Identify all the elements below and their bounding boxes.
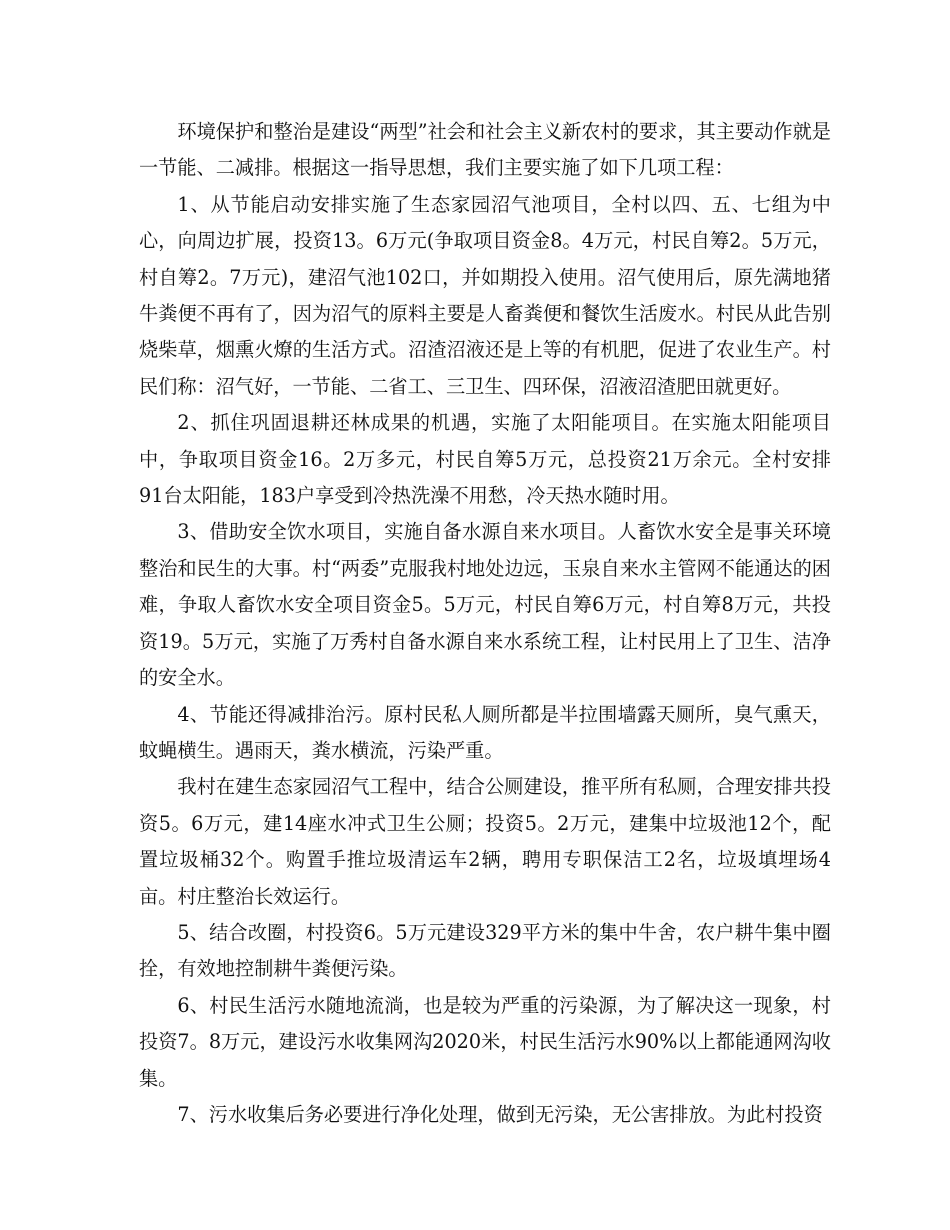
solar-project-paragraph: 2、抓住巩固退耕还林成果的机遇，实施了太阳能项目。在实施太阳能项目中，争取项目资金16。2万多元，村民自筹5万元，总投资21万余元。全村安排91台太阳能，183户享受到冷热洗澡不用愁，冷天热水随时用。 xyxy=(139,411,831,508)
cattle-pen-paragraph: 5、结合改圈，村投资6。5万元建设329平方米的集中牛舍，农户耕牛集中圈拴，有效地控制耕牛粪便污染。 xyxy=(139,920,831,981)
sewage-treatment-paragraph: 7、污水收集后务必要进行净化处理，做到无污染，无公害排放。为此村投资 xyxy=(177,1102,823,1126)
emission-reduction-paragraph: 4、节能还得减排治污。原村民私人厕所都是半拉围墙露天厕所，臭气熏天，蚊蝇横生。遇雨天，粪水横流，污染严重。 xyxy=(139,702,831,762)
water-supply-paragraph: 3、借助安全饮水项目，实施自备水源自来水项目。人畜饮水安全是事关环境整治和民生的大事。村“两委”克服我村地处边远，玉泉自来水主管网不能通达的困难，争取人畜饮水安全项目资金5。5万元，村民自筹6万元，村自筹8万元，共投资19。5万元，实施了万秀村自备水源自来水系统工程，让村民用上了卫生、洁净的安全水。 xyxy=(139,520,831,690)
intro-paragraph: 环境保护和整治是建设“两型”社会和社会主义新农村的要求，其主要动作就是一节能、二减排。根据这一指导思想，我们主要实施了如下几项工程： xyxy=(139,120,831,180)
document-body xyxy=(139,114,831,1133)
sewage-collection-paragraph: 6、村民生活污水随地流淌，也是较为严重的污染源，为了解决这一现象，村投资7。8万元，建设污水收集网沟2020米，村民生活污水90%以上都能通网沟收集。 xyxy=(139,993,831,1090)
biogas-project-paragraph: 1、从节能启动安排实施了生态家园沼气池项目，全村以四、五、七组为中心，向周边扩展，投资13。6万元(争取项目资金8。4万元，村民自筹2。5万元，村自筹2。7万元)，建沼气池102口，并如期投入使用。沼气使用后，原先满地猪牛粪便不再有了，因为沼气的原料主要是人畜粪便和餐饮生活废水。村民从此告别烧柴草，烟熏火燎的生活方式。沼渣沼液还是上等的有机肥，促进了农业生产。村民们称：沼气好，一节能、二省工、三卫生、四环保，沼液沼渣肥田就更好。 xyxy=(139,192,831,398)
public-toilet-paragraph: 我村在建生态家园沼气工程中，结合公厕建设，推平所有私厕，合理安排共投资5。6万元，建14座水冲式卫生公厕；投资5。2万元，建集中垃圾池12个，配置垃圾桶32个。购置手推垃圾清运车2辆，聘用专职保洁工2名，垃圾填埋场4亩。村庄整治长效运行。 xyxy=(139,775,831,908)
